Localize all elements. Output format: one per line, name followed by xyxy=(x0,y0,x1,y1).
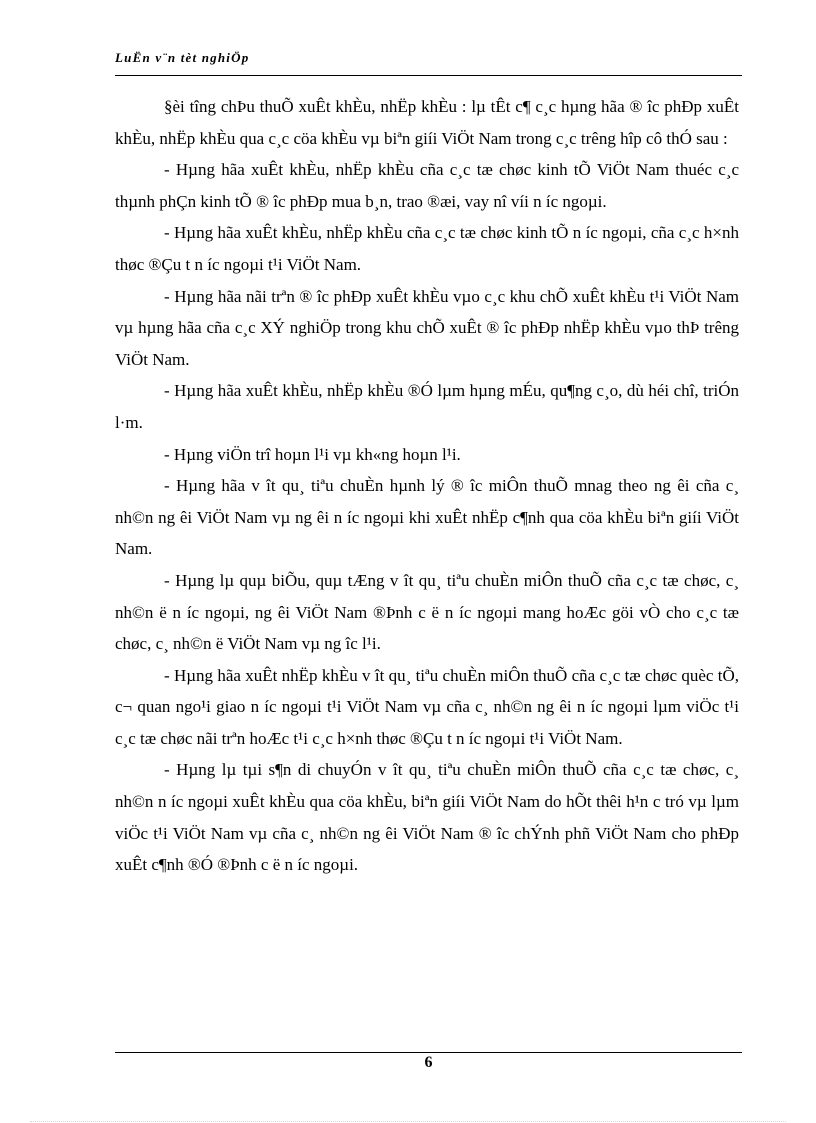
body-paragraph: §èi tîng chÞu thuÕ xuÊt khÈu, nhËp khÈu : lµ tÊt c¶ c¸c hµng hãa ® îc phÐp xuÊt khÈu, nhËp khÈu qua c¸c cöa khÈu vµ biªn giíi ViÖt Nam trong c¸c trêng hîp cô thÓ sau : xyxy=(115,97,739,148)
document-body xyxy=(115,91,739,881)
body-paragraph: - Hµng hãa xuÊt nhËp khÈu v ît qu¸ tiªu chuÈn miÔn thuÕ cña c¸c tæ chøc quèc tÕ, c¬ quan ngo¹i giao n íc ngoµi t¹i ViÖt Nam vµ cña c¸ nh©n ng êi n íc ngoµi lµm viÖc t¹i c¸c tæ chøc nãi trªn hoÆc t¹i c¸c h×nh thøc ®Çu t n íc ngoµi t¹i ViÖt Nam. xyxy=(115,665,739,748)
body-paragraph: - Hµng hãa xuÊt khÈu, nhËp khÈu cña c¸c tæ chøc kinh tÕ n íc ngoµi, cña c¸c h×nh thøc ®Çu t n íc ngoµi t¹i ViÖt Nam. xyxy=(115,223,739,274)
body-paragraph: - Hµng hãa xuÊt khÈu, nhËp khÈu ®Ó lµm hµng mÉu, qu¶ng c¸o, dù héi chî, triÓn l·m. xyxy=(115,381,739,432)
body-paragraph: - Hµng hãa v ît qu¸ tiªu chuÈn hµnh lý ® îc miÔn thuÕ mnag theo ng êi cña c¸ nh©n ng êi ViÖt Nam vµ ng êi n íc ngoµi khi xuÊt nhËp c¶nh qua cöa khÈu biªn giíi ViÖt Nam. xyxy=(115,476,739,559)
body-paragraph: - Hµng viÖn trî hoµn l¹i vµ kh«ng hoµn l¹i. xyxy=(164,444,461,464)
body-paragraph: - Hµng lµ tµi s¶n di chuyÓn v ît qu¸ tiªu chuÈn miÔn thuÕ cña c¸c tæ chøc, c¸ nh©n n íc ngoµi xuÊt khÈu qua cöa khÈu, biªn giíi ViÖt Nam do hÕt thêi h¹n c tró vµ lµm viÖc t¹i ViÖt Nam vµ cña c¸ nh©n ng êi ViÖt Nam ® îc chÝnh phñ ViÖt Nam cho phÐp xuÊt c¶nh ®Ó ®Þnh c ë n íc ngoµi. xyxy=(115,760,739,875)
body-paragraph: - Hµng lµ quµ biÕu, quµ tÆng v ît qu¸ tiªu chuÈn miÔn thuÕ cña c¸c tæ chøc, c¸ nh©n ë n íc ngoµi, ng êi ViÖt Nam ®Þnh c ë n íc ngoµi mang hoÆc göi vÒ cho c¸c tæ chøc, c¸ nh©n ë ViÖt Nam vµ ng îc l¹i. xyxy=(115,570,739,654)
page-break-line xyxy=(30,1121,786,1122)
body-paragraph: - Hµng hãa xuÊt khÈu, nhËp khÈu cña c¸c tæ chøc kinh tÕ ViÖt Nam thuéc c¸c thµnh phÇn kinh tÕ ® îc phÐp mua b¸n, trao ®æi, vay nî víi n íc ngoµi. xyxy=(115,160,739,211)
header-divider xyxy=(115,75,742,76)
page-number: 6 xyxy=(424,1054,433,1071)
footer-divider xyxy=(115,1052,742,1053)
body-paragraph: - Hµng hãa nãi trªn ® îc phÐp xuÊt khÈu vµo c¸c khu chÕ xuÊt khÈu t¹i ViÖt Nam vµ hµng hãa cña c¸c XÝ nghiÖp trong khu chÕ xuÊt ® îc phÐp nhËp khÈu vµo thÞ trêng ViÖt Nam. xyxy=(115,286,739,369)
page-header: LuËn v¨n tèt nghiÖp xyxy=(115,50,250,65)
